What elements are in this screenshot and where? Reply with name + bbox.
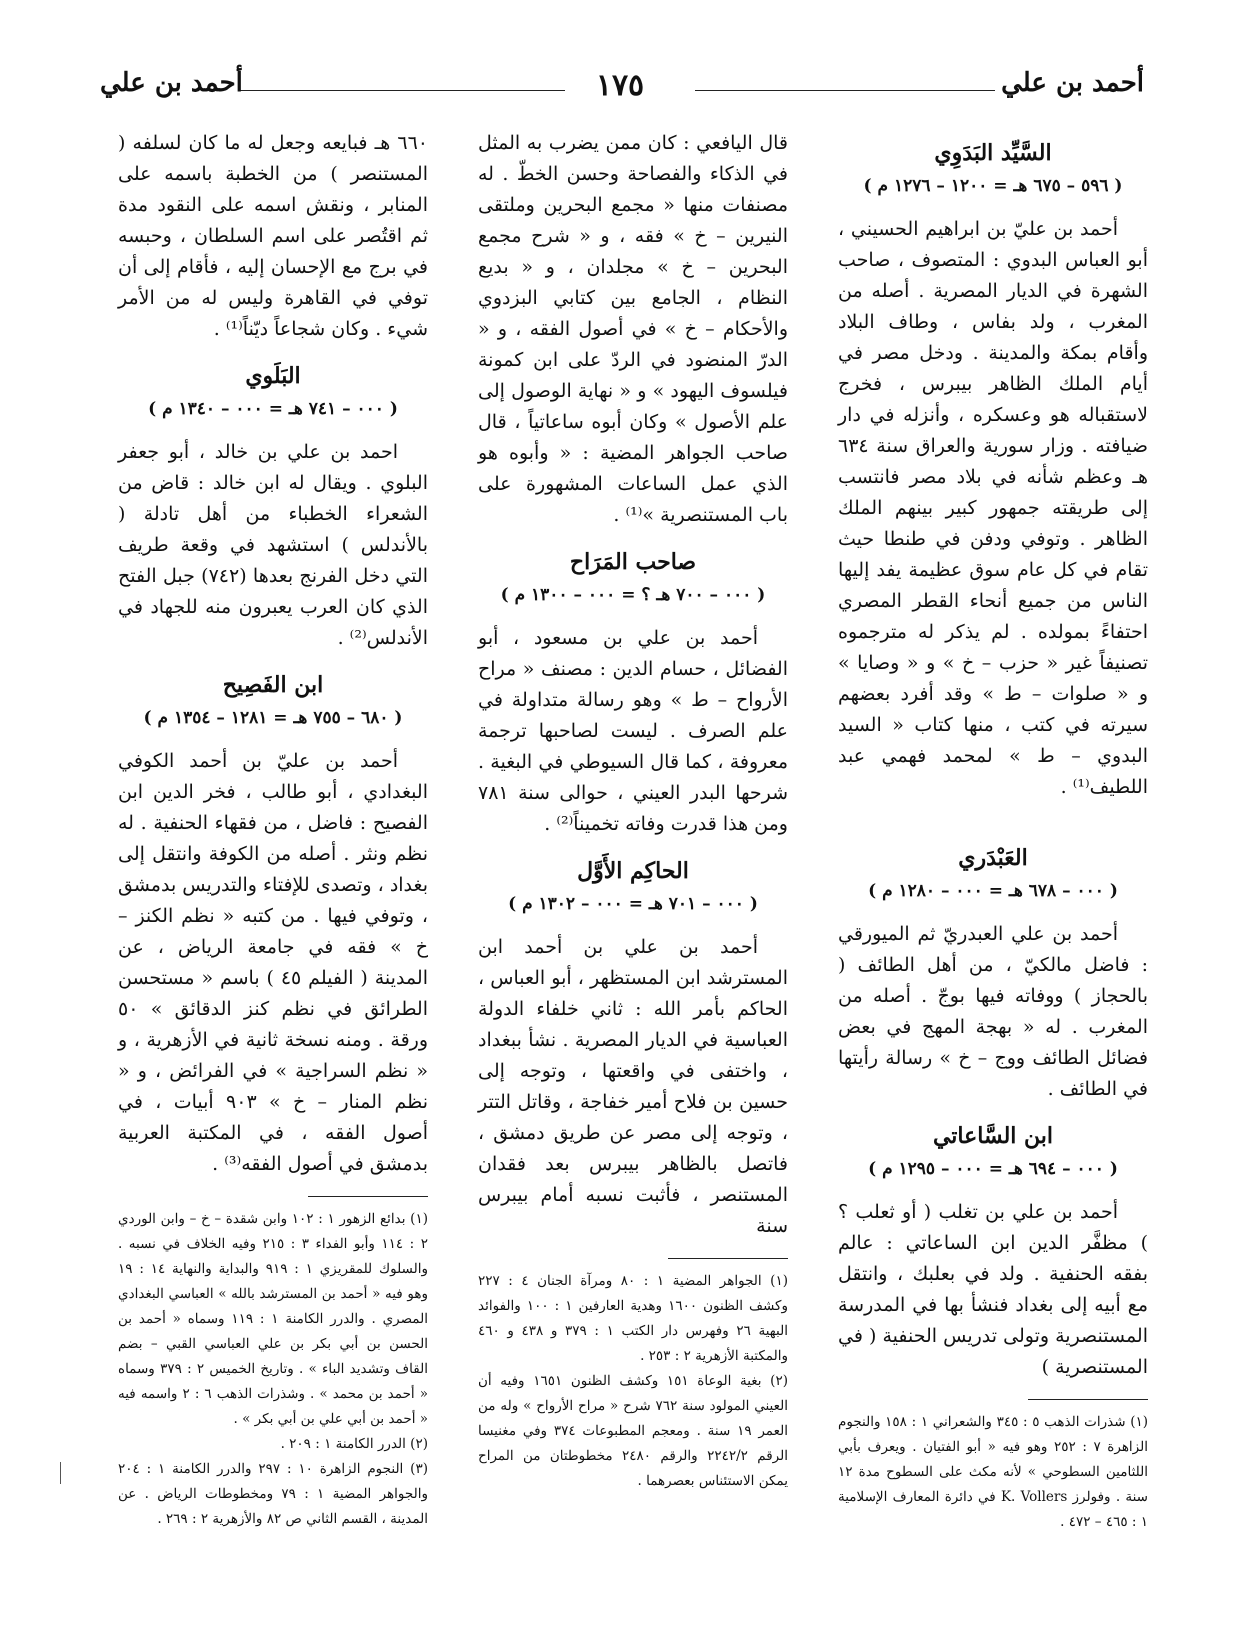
column-right	[838, 128, 1148, 1535]
footnote: (١) بدائع الزهور ١ : ١٠٢ وابن شقدة – خ – وابن الوردي ٢ : ١١٤ وأبو الفداء ٣ : ٢١٥ وفيه الخلاف في نسبه . والسلوك للمقريزي ١ : ٩١٩ والبداية والنهاية ١٤ : ١٩ وهو فيه « أحمد بن المسترشد بالله » العباسي البغدادي المصري . والدرر الكامنة ١ : ١١٩ وسماه « أحمد بن الحسن بن أبي بكر بن علي العباسي القبي – بضم القاف وتشديد الباء » . وتاريخ الخميس ٢ : ٣٧٩ وسماه « أحمد بن محمد » . وشذرات الذهب ٦ : ٢ واسمه فيه « أحمد بن أبي علي بن أبي بكر » .	[118, 1211, 428, 1427]
running-head-right: أحمد بن علي	[1001, 68, 1144, 98]
footnote-rule	[308, 1196, 428, 1197]
footnotes	[838, 1410, 1148, 1535]
entry-body: أحمد بن علي بن تغلب ( أو ثعلب ؟ ) مظفَّر الدين ابن الساعاتي : عالم بفقه الحنفية . ولد في بعلبك ، وانتقل مع أبيه إلى بغداد فنشأ بها في المدرسة المستنصرية وتولى تدريس الحنفية ( في المستنصرية )	[838, 1201, 1148, 1378]
entry-body: أحمد بن علي بن أحمد ابن المسترشد ابن المستظهر ، أبو العباس ، الحاكم بأمر الله : ثاني خلفاء الدولة العباسية في الديار المصرية . نشأ ببغداد ، واختفى في واقعتها ، وتوجه إلى حسين بن فلاح أمير خفاجة ، وقاتل التتر ، وتوجه إلى مصر عن طريق دمشق ، فاتصل بالظاهر بيبرس بعد فقدان المستنصر ، فأثبت نسبه أمام بيبرس سنة	[478, 936, 788, 1237]
entry-title: صاحب المَرَاح	[569, 549, 697, 575]
footnote-rule	[668, 1258, 788, 1259]
footnote: (٢) بغية الوعاة ١٥١ وكشف الظنون ١٦٥١ وفيه أن العيني المولود سنة ٧٦٢ شرح « مراح الأرواح » وله من العمر ١٩ سنة . ومعجم المطبوعات ٣٧٤ وفي مغنيسا الرقم ٢٢٤٢/٢ والرقم ٢٤٨٠ مخطوطتان من المراح يمكن الاستئناس بعصرهما .	[478, 1373, 789, 1489]
entry-dates: ( ٠٠٠ – ٧٠١ هـ = ٠٠٠ – ١٣٠٢ م )	[508, 894, 758, 914]
footnote-rule	[1028, 1399, 1148, 1400]
entry-body: احمد بن علي بن خالد ، أبو جعفر البلوي . ويقال له ابن خالد : قاض من الشعراء الخطباء من أهل تادلة ( بالأندلس ) استشهد في وقعة طريف التي دخل الفرنج بعدها (٧٤٢) جبل الفتح الذي كان العرب يعبرون منه للجهاد في الأندلس⁽²⁾ .	[118, 441, 428, 649]
footnote: (١) الجواهر المضية ١ : ٨٠ ومرآة الجنان ٤ : ٢٢٧ وكشف الظنون ١٦٠٠ وهدية العارفين ١ : ١٠٠ والفوائد البهية ٢٦ وفهرس دار الكتب ١ : ٣٧٩ و ٤٣٨ و ٤٦٠ والمكتبة الأزهرية ٢ : ٢٥٣ .	[478, 1273, 788, 1364]
entry-title: البَلَوي	[245, 363, 301, 389]
running-head	[100, 68, 1144, 108]
entry-body: أحمد بن عليّ بن أحمد الكوفي البغدادي ، أبو طالب ، فخر الدين ابن الفصيح : فاضل ، من فقهاء الحنفية . له نظم ونثر . أصله من الكوفة وانتقل إلى بغداد ، وتصدى للإفتاء والتدريس بدمشق ، وتوفي فيها . من كتبه « نظم الكنز – خ » فقه في جامعة الرياض ، عن المدينة ( الفيلم ٤٥ ) باسم « مستحسن الطرائق في نظم كنز الدقائق » ٥٠ ورقة . ومنه نسخة ثانية في الأزهرية ، و « نظم السراجية » في الفرائض ، و « نظم المنار – خ » ٩٠٣ أبيات ، في أصول الفقه ، في المكتبة العربية بدمشق في أصول الفقه⁽³⁾ .	[118, 750, 428, 1175]
entry-dates: ( ٠٠٠ – ٦٧٨ هـ = ٠٠٠ – ١٢٨٠ م )	[868, 881, 1118, 901]
entry-title: الحاكِم الأَوَّل	[577, 858, 689, 884]
entry-continuation: قال اليافعي : كان ممن يضرب به المثل في الذكاء والفصاحة وحسن الخطّ . له مصنفات منها « مجمع البحرين وملتقى النيرين – خ » فقه ، و « شرح مجمع البحرين – خ » مجلدان ، و « بديع النظام ، الجامع بين كتابي البزدوي والأحكام – خ » في أصول الفقه ، و « الدرّ المنضود في الردّ على ابن كمونة فيلسوف اليهود » و « نهاية الوصول إلى علم الأصول » وكان أبوه ساعاتياً ، قال صاحب الجواهر المضية : « وأبوه هو الذي عمل الساعات المشهورة على باب المستنصرية »⁽¹⁾ .	[478, 132, 788, 526]
footnote: (٢) الدرر الكامنة ١ : ٢٠٩ .	[280, 1436, 428, 1452]
entry-body: أحمد بن عليّ بن ابراهيم الحسيني ، أبو العباس البدوي : المتصوف ، صاحب الشهرة في الديار المصرية . أصله من المغرب ، ولد بفاس ، وطاف البلاد وأقام بمكة والمدينة . ودخل مصر في أيام الملك الظاهر بيبرس ، فخرج لاستقباله هو وعسكره ، وأنزله في دار ضيافته . وزار سورية والعراق سنة ٦٣٤ هـ وعظم شأنه في بلاد مصر فانتسب إلى طريقته جمهور كبير بينهم الملك الظاهر . وتوفي ودفن في طنطا حيث تقام في كل عام سوق عظيمة يفد إليها الناس من جميع أنحاء القطر المصري احتفاءً بمولده . لم يذكر له مترجموه تصنيفاً غير « حزب – خ » و « وصايا » و « صلوات – ط » وقد أفرد بعضهم سيرته في كتب ، منها كتاب « السيد البدوي – ط » لمحمد فهمي عبد اللطيف⁽¹⁾ .	[838, 218, 1148, 798]
entry-title: ابن الفَصِيح	[222, 672, 324, 698]
footnotes	[478, 1269, 788, 1494]
entry-title: ابن السَّاعاتي	[932, 1123, 1054, 1149]
entry-dates: ( ٥٩٦ – ٦٧٥ هـ = ١٢٠٠ – ١٢٧٦ م )	[863, 176, 1123, 196]
entry-continuation: ٦٦٠ هـ فبايعه وجعل له ما كان لسلفه ( المستنصر ) من الخطبة باسمه على المنابر ، ونقش اسمه على النقود مدة ثم اقتُصر على اسم السلطان ، وحبسه في برج مع الإحسان إليه ، فأقام إلى أن توفي في القاهرة وليس له من الأمر شيء . وكان شجاعاً ديّناً⁽¹⁾ .	[118, 132, 428, 340]
entry-body: أحمد بن علي بن مسعود ، أبو الفضائل ، حسام الدين : مصنف « مراح الأرواح – ط » وهو رسالة متداولة في علم الصرف . ليست لصاحبها ترجمة معروفة ، كما قال السيوطي في البغية . شرحها البدر العيني ، حوالى سنة ٧٨١ ومن هذا قدرت وفاته تخميناً⁽²⁾ .	[478, 627, 788, 835]
footnote: (٣) النجوم الزاهرة ١٠ : ٢٩٧ والدرر الكامنة ١ : ٢٠٤ والجواهر المضية ١ : ٧٩ ومخطوطات الرياض . عن المدينة ، القسم الثاني ص ٨٢ والأزهرية ٢ : ٢٦٩ .	[118, 1461, 428, 1527]
entry-title: السَّيِّد البَدَوِي	[934, 140, 1052, 166]
entry-dates: ( ٠٠٠ – ٦٩٤ هـ = ٠٠٠ – ١٢٩٥ م )	[868, 1159, 1118, 1179]
running-head-left: أحمد بن علي	[100, 68, 243, 98]
footnote: (١) شذرات الذهب ٥ : ٣٤٥ والشعراني ١ : ١٥٨ والنجوم الزاهرة ٧ : ٢٥٢ وهو فيه « أبو الفتيان . ويعرف بأبي اللثامين السطوحي » لأنه مكث على السطوح مدة ١٢ سنة . وفولرز K. Vollers في دائرة المعارف الإسلامية ١ : ٤٦٥ – ٤٧٢ .	[838, 1414, 1149, 1530]
column-middle	[478, 128, 788, 1494]
entry-dates: ( ٠٠٠ – ٧٤١ هـ = ٠٠٠ – ١٣٤٠ م )	[148, 399, 398, 419]
entry-dates: ( ٦٨٠ – ٧٥٥ هـ = ١٢٨١ – ١٣٥٤ م )	[143, 708, 403, 728]
page-number: ١٧٥	[595, 68, 645, 103]
scan-gutter-mark	[60, 1462, 61, 1484]
entry-dates: ( ٠٠٠ – ٧٠٠ هـ ؟ = ٠٠٠ – ١٣٠٠ م )	[500, 585, 766, 605]
header-rule-left	[240, 90, 565, 91]
footnotes	[118, 1207, 428, 1532]
entry-title: العَبْدَري	[958, 845, 1028, 871]
header-rule-right	[695, 90, 995, 91]
column-left	[118, 128, 428, 1532]
entry-body: أحمد بن علي العبدريّ ثم الميورقي : فاضل مالكيّ ، من أهل الطائف ( بالحجاز ) ووفاته فيها بوجّ . أصله من المغرب . له « بهجة المهج في بعض فضائل الطائف ووج – خ » رسالة رأيتها في الطائف .	[838, 923, 1148, 1100]
